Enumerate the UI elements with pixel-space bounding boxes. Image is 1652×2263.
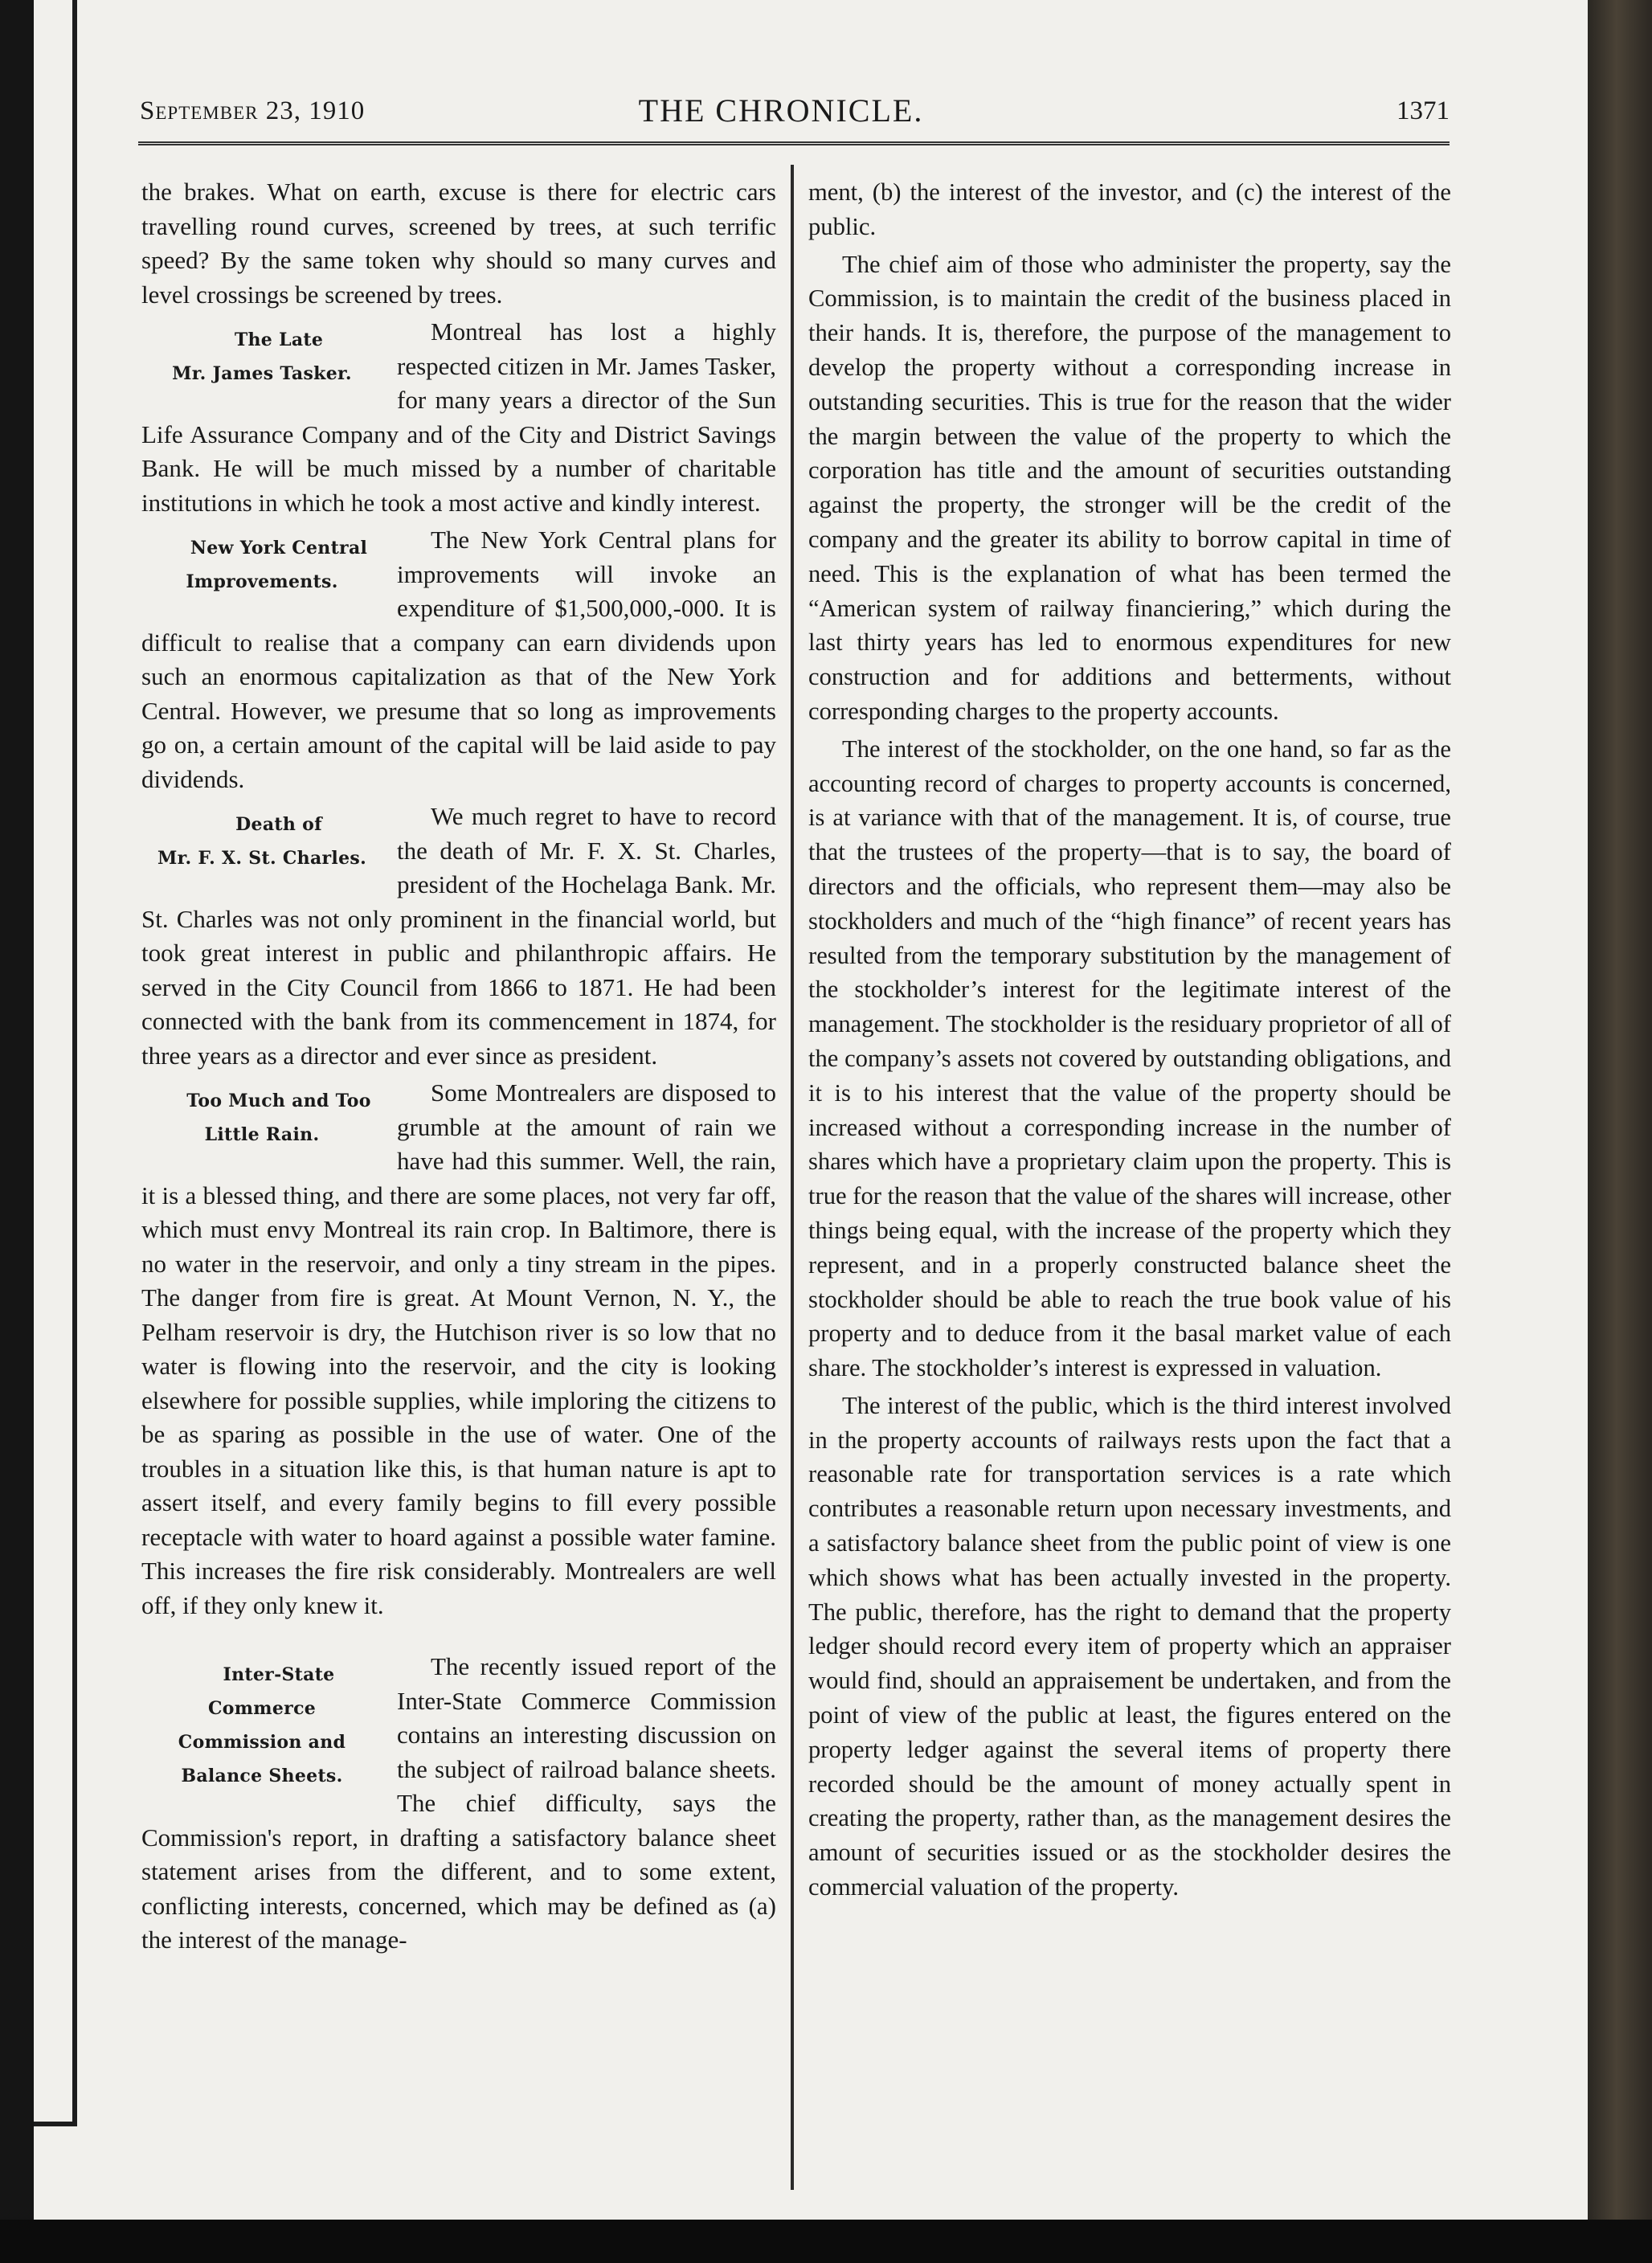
book-spine-left [0, 0, 34, 2263]
issue-date: September 23, 1910 [140, 96, 366, 125]
scan-border-bottom [0, 2220, 1652, 2263]
sidehead-nycentral: New York Central Improvements. [186, 538, 368, 592]
left-margin-rule [34, 0, 77, 2126]
publication-title: THE CHRONICLE. [638, 92, 924, 129]
article-icc [141, 1650, 776, 1958]
article-rain [141, 1076, 776, 1623]
right-paragraph-2: The chief aim of those who administer the property, say the Commission, is to maintain the credit of the business placed in their hands. It is, therefore, the purpose of the management to develop the property without a corresponding increase in outstanding securities. This is true for the reason that the wider the margin between the value of the property to which the corporation has title and the amount of securities outstanding against the property, the stronger will be the credit of the company and the greater its ability to borrow capital in time of need. This is the explanation of what has been termed the “American system of railway financiering,” which during the last thirty years has led to enormous expenditures for new construction and for additions and betterments, without corresponding charges to the property accounts. [808, 250, 1451, 725]
article-stcharles [141, 800, 776, 1073]
intro-paragraph: the brakes. What on earth, excuse is there for electric cars travelling round curves, screened by trees, at such terrific speed? By the same token why should so many curves and level crossings be screened by trees. [141, 178, 776, 309]
article-nycentral-body: The New York Central plans for improvements will invoke an expenditure of $1,500,000,-000. It is difficult to realise that a company can earn dividends upon such an enormous capitalization as that of the New York Central. However, we presume that so long as improvements go on, a certain amount of the capital will be laid aside to pay dividends. [141, 526, 776, 793]
book-binding-right [1588, 0, 1652, 2263]
sidehead-rain: Too Much and Too Little Rain. [186, 1091, 371, 1145]
article-stcharles-body: We much regret to have to record the death of Mr. F. X. St. Charles, president of the Hochelaga Bank. Mr. St. Charles was not only prominent in the financial world, but took great interest in public and philanthropic affairs. He served in the City Council from 1866 to 1871. He had been connected with the bank from its commencement in 1874, for three years as a director and ever since as president. [141, 802, 776, 1070]
right-column [808, 175, 1451, 1905]
right-paragraph-1: ment, (b) the interest of the investor, and (c) the interest of the public. [808, 178, 1451, 240]
right-paragraph-4: The interest of the public, which is the third interest involved in the property accounts of railways rests upon the fact that a reasonable rate for transportation services is a rate which contributes a reasonable return upon necessary investments, and a satisfactory balance sheet from the public point of view is one which shows what has been actually invested in the property. The public, therefore, has the right to demand that the property ledger should record every item of property which an appraiser would find, should an appraisement be undertaken, and from the point of view of the public at least, the figures entered on the property ledger against the several items of property there recorded should be the amount of money actually spent in creating the property, rather than, as the management desires the amount of securities issued or as the stockholder desires the commercial valuation of the property. [808, 1391, 1451, 1901]
article-tasker-body: Montreal has lost a highly respected citizen in Mr. James Tasker, for many years a director of the Sun Life Assurance Company and of the City and District Savings Bank. He will be much missed by a number of charitable institutions in which he took a most active and kindly interest. [141, 317, 776, 517]
sidehead-stcharles: Death of Mr. F. X. St. Charles. [157, 814, 367, 869]
header-rule [138, 141, 1450, 145]
sidehead-tasker: The Late Mr. James Tasker. [172, 329, 352, 384]
article-icc-body: The recently issued report of the Inter-State Commerce Commission contains an interesting discussion on the subject of railroad balance sheets. The chief difficulty, says the Commission's report, in drafting a satisfactory balance sheet statement arises from the different, and to some extent, conflicting interests, concerned, which may be defined as (a) the interest of the manage- [141, 1652, 776, 1954]
page-header [106, 87, 1456, 135]
right-paragraph-3: The interest of the stockholder, on the one hand, so far as the accounting record of charges to property accounts is concerned, is at variance with that of the management. It is, of course, true that the trustees of the property—that is to say, the board of directors and the officials, who represent them—may also be stockholders and much of the “high finance” of recent years has resulted from the temporary substitution by the management of the stockholder’s interest for the legitimate interest of the management. The stockholder is the residuary proprietor of all of the company’s assets not covered by outstanding obligations, and it is to his interest that the value of the property should be increased without a corresponding increase in the number of shares which have a proprietary claim upon the property. This is true for the reason that the value of the shares will increase, other things being equal, with the increase of the property which they represent, and in a properly constructed balance sheet the stockholder should be able to reach the true book value of his property and to deduce from it the basal market value of each share. The stockholder’s interest is expressed in valuation. [808, 735, 1451, 1382]
article-nycentral [141, 523, 776, 796]
sidehead-icc: Inter-State Commerce Commission and Balance Sheets. [178, 1664, 346, 1786]
article-tasker [141, 315, 776, 520]
article-rain-body: Some Montrealers are disposed to grumble at the amount of rain we have had this summer. Well, the rain, it is a blessed thing, and there are some places, not very far off, which must envy Montreal its rain crop. In Baltimore, there is no water in the reservoir, and only a tiny stream in the pipes. The danger from fire is great. At Mount Vernon, N. Y., the Pelham reservoir is dry, the Hutchison river is so low that no water is flowing into the reservoir, and the city is looking elsewhere for possible supplies, while imploring the citizens to be as sparing as possible in the use of water. One of the troubles in a situation like this, is that human nature is apt to assert itself, and every family begins to fill every possible receptacle with water to hoard against a possible water famine. This increases the fire risk considerably. Montrealers are well off, if they only knew it. [141, 1078, 776, 1619]
page-number: 1371 [1396, 96, 1450, 125]
column-divider [791, 165, 794, 2190]
left-column [141, 175, 776, 1958]
